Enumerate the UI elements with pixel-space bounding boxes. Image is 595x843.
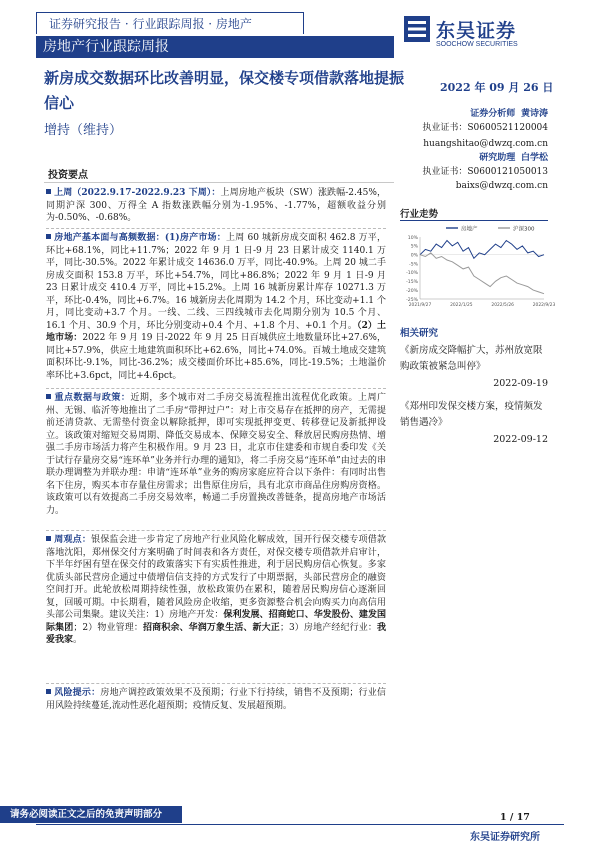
analyst-role: 证券分析师 — [470, 109, 516, 119]
report-title: 新房成交数据环比改善明显，保交楼专项借款落地提振信心 — [44, 69, 405, 112]
company-logo — [404, 16, 564, 54]
section-divider — [44, 182, 394, 183]
paragraph-weekly-view — [46, 534, 386, 647]
industry-trend-chart — [400, 223, 556, 309]
bullet-icon — [46, 189, 51, 194]
logo-text-cn: 东吴证券 — [436, 20, 517, 42]
paragraph-heading: 风险提示： — [54, 688, 101, 698]
bullet-icon — [46, 394, 51, 399]
bullet-icon — [46, 689, 51, 694]
x-tick-label: 2021/9/27 — [408, 303, 432, 308]
legend-label: 房地产 — [461, 226, 478, 233]
recommended-stocks: 招商积余、华润万象生活、新大正 — [143, 622, 280, 633]
paragraph-risk — [46, 687, 386, 712]
paragraph-text: 房地产调控政策效果不及预期；行业下行持续，销售不及预期；行业信用风险持续蔓延,流动性恶化超预期；疫情反复、发展超预期。 — [46, 688, 386, 711]
assistant-email[interactable]: baixs@dwzq.com.cn — [455, 181, 548, 191]
related-report-date: 2022-09-19 — [493, 378, 548, 389]
assistant-cert: 执业证书：S0600121050013 — [422, 167, 548, 177]
recommended-stocks: 我爱我家 — [46, 622, 386, 645]
key-points-label: 投资要点 — [48, 170, 88, 181]
page-number: 1 / 17 — [500, 812, 530, 823]
assistant-line — [400, 151, 548, 165]
dashed-divider — [46, 228, 386, 229]
analyst-cert: 执业证书：S0600521120004 — [422, 123, 548, 133]
x-tick-label: 2022/1/25 — [450, 303, 473, 308]
paragraph-heading: 上周（2022.9.17-2022.9.23 下周）： — [54, 188, 221, 198]
logo-text-en: SOOCHOW SECURITIES — [436, 41, 518, 48]
rating: 增持（维持） — [44, 123, 123, 138]
paragraph-heading: 重点数据与政策： — [54, 393, 131, 403]
assistant-role: 研究助理 — [479, 153, 516, 163]
paragraph-text: 上周 60 城新房成交面积 462.8 万平，环比+68.1%，同比+11.7%；2022 年 9 月 1 日-9 月 23 日累计成交 1140.1 万平，同比-30.5%。2022 年累计成交 14636.0 万平，同比-40.9%。上周 20 城二手房成交面积 153.8 万平，环比+54.7%，同比+86.8%；2022 年 9 月 1 日-9 月 23 日累计成交 410.4 万平，同比+15.2%。上周 16 城新房累计库存 10271.3 万平，环比-0.4%，同比+6.7%。16 城新房去化周期为 14.2 个月，环比变动+1.1 个月，同比变动+3.7 个月。一线、二线、三四线城市去化周期分别为 10.5 个月、16.1 个月、30.9 个月，环比分别变动+0.4 个月、+1.8 个月、+0.1 个月。 — [46, 233, 386, 331]
dashed-divider — [46, 388, 386, 389]
report-type-tab: 证券研究报告 · 行业跟踪周报 · 房地产 — [36, 12, 304, 34]
logo-mark-icon — [404, 16, 430, 42]
paragraph-text: 近期，多个城市对二手房交易流程推出流程优化政策。上周广州、无锡、临沂等地推出了二手房“带押过户”：对上市交易存在抵押的房产，无需提前还清贷款、无需垫付资金以解除抵押，即可实现抵押变更、转移登记及新抵押设立。该政策对缩短交易周期、降低交易成本、保障交易安全、释放居民购房热情、增强二手房市场活力将产生积极作用。9 月 23 日，北京市住建委和市规自委印发《关于试行存量房交易“连环单”业务并行办理的通知》，将二手房交易“连环单”由过去的串联办理调整为并联办理：申请“连环单”业务的购房家庭应符合以下条件：有同时出售名下住房，购买本市存量住房需求；出售原住房后，具有北京市商品住房购房资格。该政策可以有效提高二手房交易效率，畅通二手房置换改善链条，提高房地产市场活力。 — [46, 393, 386, 516]
bullet-icon — [46, 536, 51, 541]
y-tick-label: 10% — [407, 235, 418, 241]
trend-divider — [400, 220, 548, 221]
paragraph-text: 上周房地产板块（SW）涨跌幅-2.45%，同期沪深 300、万得全 A 指数涨跌幅分别为-1.95%、-1.77%，超额收益分别为-0.50%、-0.68%。 — [46, 188, 386, 223]
related-report-date: 2022-09-12 — [493, 434, 548, 445]
paragraph-heading: 周观点： — [54, 535, 92, 545]
paragraph-text: 银保监会进一步肯定了房地产行业风险化解成效，国开行保交楼专项借款落地沈阳，郑州保交付方案明确了时间表和各方责任，对保交楼专项借款并启审计，下半年纾困有望在保交付的政策落实下有实质性推进，利于居民购房信心恢复。多家优质头部民营房企通过中债增信信支持的方式发行了中期票据，头部民营房企的融资空间打开。此轮放松周期持续性强，放松政策仍在累积，随着居民购房信心逐渐回复，回暖可期。中长期看，随着风险房企收缩，更多资源整合机会向购买力向高信用头部公司集聚。建议关注：1）房地产开发： — [46, 535, 386, 620]
paragraph-subheading: （2）土地市场： — [46, 320, 386, 343]
paragraph-text: ；2）物业管理： — [73, 622, 144, 633]
paragraph-text: ；3）房地产经纪行业： — [279, 622, 377, 633]
y-tick-label: -5% — [409, 262, 418, 268]
recommended-stocks: 保利发展、招商蛇口、华发股份、建发国际集团 — [46, 610, 386, 633]
analyst-name: 黄诗涛 — [520, 109, 548, 119]
paragraph-text: 。 — [73, 635, 83, 645]
paragraph-text: 2022 年 9 月 19 日-2022 年 9 月 25 日百城供应土地数量环比+27.6%，同比+57.9%，供应土地建筑面积环比+62.6%，同比+74.0%。百城土地成交建筑面积环比-9.1%，同比-36.2%；成交楼面价环比+85.6%，同比-19.5%；土地溢价率环比+3.6pct，同比+4.6pct。 — [46, 333, 386, 381]
related-research-label: 相关研究 — [400, 328, 439, 339]
assistant-name: 白学松 — [520, 153, 548, 163]
analyst-email[interactable]: huangshitao@dwzq.com.cn — [423, 139, 548, 149]
x-tick-label: 2022/9/23 — [532, 303, 556, 308]
legend-label: 沪深300 — [513, 226, 535, 233]
x-tick-label: 2022/5/26 — [491, 303, 514, 308]
bullet-icon — [46, 234, 51, 239]
related-report-title[interactable]: 《新房成交降幅扩大，苏州放宽限购政策被紧急叫停》 — [400, 345, 543, 372]
paragraph-heading: 房地产基本面与高频数据：(1)房产市场： — [54, 233, 226, 243]
industry-trend-label: 行业走势 — [400, 209, 439, 220]
y-tick-label: 0% — [410, 253, 418, 259]
dashed-divider — [46, 683, 386, 684]
paragraph-fundamentals — [46, 232, 386, 382]
y-tick-label: 5% — [410, 244, 418, 250]
analyst-line — [400, 107, 548, 121]
footer-organization: 东吴证券研究所 — [470, 832, 540, 843]
paragraph-weekly-market — [46, 187, 386, 225]
footer-divider — [36, 824, 564, 825]
paragraph-policy — [46, 392, 386, 517]
disclaimer-banner: 请务必阅读正文之后的免责声明部分 — [0, 806, 182, 823]
dashed-divider — [46, 530, 386, 531]
series-line — [420, 253, 544, 294]
series-title-bar: 房地产行业跟踪周报 — [36, 36, 394, 58]
y-tick-label: -25% — [406, 297, 418, 303]
y-tick-label: -20% — [406, 288, 418, 294]
related-report-title[interactable]: 《郑州印发保交楼方案，疫情频发销售遇冷》 — [400, 401, 543, 428]
y-tick-label: -15% — [406, 280, 418, 286]
y-tick-label: -10% — [406, 271, 418, 277]
report-date: 2022 年 09 月 26 日 — [440, 81, 554, 94]
series-line — [420, 241, 544, 259]
